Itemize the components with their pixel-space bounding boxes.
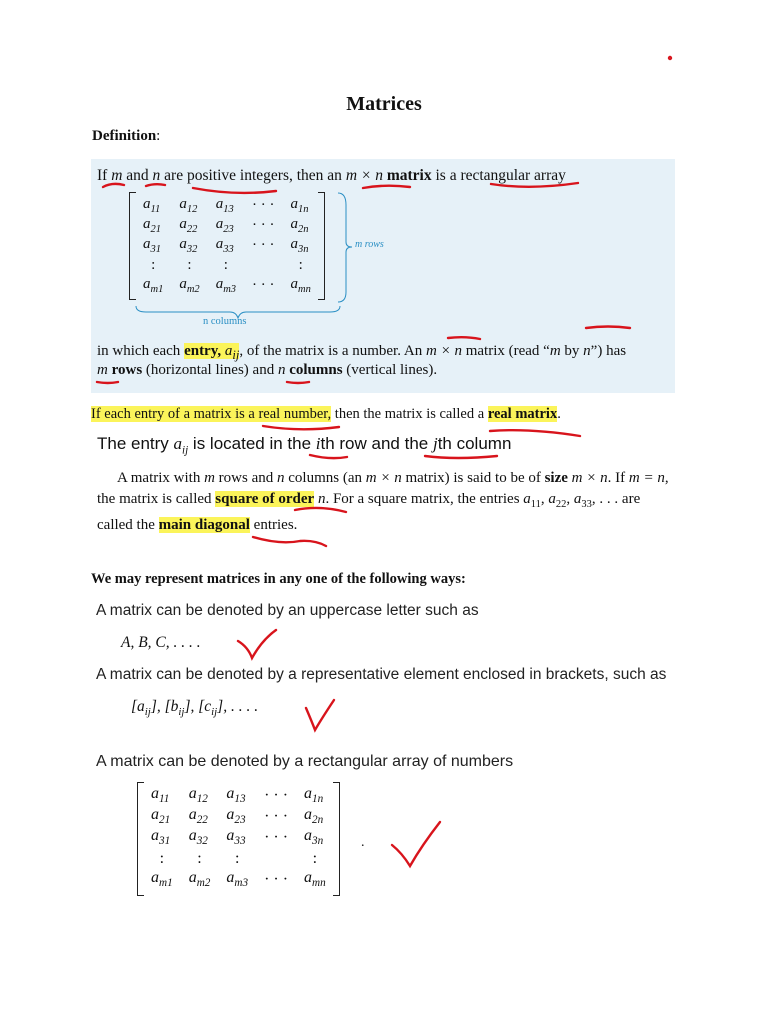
para-text: rows and <box>214 470 277 486</box>
matrix-cell: $a_{31}$ <box>151 827 171 848</box>
def-text: ”) has <box>590 343 627 359</box>
para-text: entries. <box>249 517 298 533</box>
matrix-row <box>135 235 319 255</box>
matrix-cell: $a_{22}$ <box>179 215 198 235</box>
matrix-cell: $a_{m3}$ <box>215 275 237 295</box>
matrix-cell: $a_{33}$ <box>215 235 234 255</box>
matrix-cell: $a_{23}$ <box>226 806 246 827</box>
def-text: is a rectangular array <box>431 167 566 184</box>
main-diagonal-term: main diagonal <box>158 517 250 533</box>
def-matrix-term: matrix <box>382 167 432 184</box>
way-2-text: A matrix can be denoted by a representative element enclosed in brackets, such as <box>96 666 667 683</box>
matrix-period: . <box>361 835 365 850</box>
def-var-n: n <box>152 167 161 184</box>
matrix-cell: : <box>187 256 192 273</box>
entry-text: is located in the <box>188 434 316 453</box>
real-matrix-line <box>91 406 561 423</box>
para-var: n <box>317 491 326 507</box>
matrix-cell: $a_{m2}$ <box>188 869 211 890</box>
real-number-highlight: If each entry of a matrix is a real number, <box>91 406 332 422</box>
checkmark-2 <box>306 700 334 730</box>
checkmark-3 <box>392 822 440 866</box>
way-1-example: A, B, C, . . . . <box>121 634 201 651</box>
way-3-text: A matrix can be denoted by a rectangular array of numbers <box>96 753 514 770</box>
matrix-row <box>135 215 319 235</box>
def-text: and <box>122 167 153 184</box>
matrix-cell: $a_{21}$ <box>151 806 171 827</box>
entry-text: th column <box>437 434 512 453</box>
def-mxn: m × n <box>345 167 383 184</box>
def-text: matrix (read “ <box>461 343 550 359</box>
square-of-order-term: square of order <box>215 491 315 507</box>
matrix-cell: · · · <box>252 196 275 213</box>
matrix-cell: · · · <box>252 236 275 253</box>
matrix-row <box>143 806 334 827</box>
matrix-row <box>135 255 319 275</box>
matrix-row <box>135 195 319 215</box>
matrix-table <box>143 785 334 890</box>
matrix-cell: $a_{mn}$ <box>304 869 326 890</box>
matrix-row <box>143 827 334 848</box>
matrix-cell: $a_{m1}$ <box>151 869 173 890</box>
matrix-cell: $a_{33}$ <box>226 827 246 848</box>
definition-colon: : <box>156 128 161 144</box>
def-text: by <box>560 343 584 359</box>
way-1-text: A matrix can be denoted by an uppercase letter such as <box>96 602 479 619</box>
entry-location-line <box>97 434 511 456</box>
matrix-bottom <box>143 785 334 890</box>
para-var: n <box>277 470 285 486</box>
matrix-cell: $a_{m1}$ <box>143 275 164 295</box>
entry-j: j <box>432 434 438 453</box>
red-dot <box>669 57 671 59</box>
matrix-cell <box>244 255 283 275</box>
matrix-cell: $a_{31}$ <box>143 235 161 255</box>
para-text: . If <box>607 470 629 486</box>
def-var-m: m <box>111 167 123 184</box>
page-title: Matrices <box>346 93 422 115</box>
matrix-cell: · · · <box>264 828 289 846</box>
real-text: . <box>557 406 561 422</box>
matrix-cell: $a_{3n}$ <box>290 235 309 255</box>
def-var-n: n <box>583 343 591 359</box>
underline-real-number <box>263 426 339 429</box>
matrix-cell: : <box>223 256 228 273</box>
matrix-cell: $a_{23}$ <box>215 215 234 235</box>
entry-term: entry, <box>184 343 225 359</box>
matrix-cell: $a_{3n}$ <box>304 827 324 848</box>
para-var: m <box>204 470 215 486</box>
matrix-row <box>143 848 334 869</box>
para-text: . For a square matrix, the entries $a_{11}$, $a_{22}$, $a_{33}$, . . . are called the <box>97 491 641 533</box>
matrix-cell: $a_{12}$ <box>188 785 208 806</box>
columns-term: columns <box>285 362 343 378</box>
matrix-cell: $a_{22}$ <box>188 806 208 827</box>
matrix-top <box>135 195 319 295</box>
matrix-cell: $a_{1n}$ <box>290 195 309 215</box>
def-var-m: m <box>549 343 561 359</box>
para-var: m × n <box>365 470 402 486</box>
def-text: If <box>97 167 112 184</box>
matrix-cell: : <box>151 256 156 273</box>
n-columns-label: n columns <box>203 316 247 327</box>
matrix-cell: $a_{13}$ <box>226 785 246 806</box>
definition-label-text: Definition <box>92 128 157 144</box>
def-var-m: m <box>97 362 108 378</box>
para-text: A matrix with <box>117 470 205 486</box>
definition-label <box>92 128 160 145</box>
matrix-table <box>135 195 319 295</box>
left-bracket <box>137 782 144 896</box>
matrix-cell: : <box>312 849 318 867</box>
para-text: columns (an <box>284 470 366 486</box>
represent-heading: We may represent matrices in any one of the following ways: <box>91 571 466 587</box>
matrix-cell: $a_{11}$ <box>143 195 161 215</box>
underline-main-diagonal <box>253 537 326 546</box>
matrix-cell <box>256 848 296 869</box>
definition-line-3 <box>97 362 437 379</box>
matrix-cell: : <box>298 256 303 273</box>
matrix-cell: $a_{21}$ <box>143 215 161 235</box>
m-rows-label: m rows <box>355 239 384 250</box>
matrix-cell: $a_{13}$ <box>215 195 234 215</box>
matrix-cell: $a_{11}$ <box>151 785 170 806</box>
def-text: in which each <box>97 343 185 359</box>
def-text: (vertical lines). <box>342 362 438 378</box>
real-text: then the matrix is called a <box>331 406 488 422</box>
matrix-cell: $a_{m3}$ <box>226 869 249 890</box>
matrix-cell: $a_{m2}$ <box>179 275 200 295</box>
entry-text: th row and the <box>320 434 433 453</box>
matrix-row <box>143 869 334 890</box>
matrix-row <box>143 785 334 806</box>
size-paragraph <box>97 468 677 536</box>
size-term: size <box>544 470 568 486</box>
entry-text: The entry <box>97 434 174 453</box>
matrix-cell: · · · <box>264 807 289 825</box>
definition-line-1 <box>97 167 566 185</box>
checkmark-1 <box>238 630 276 658</box>
left-bracket <box>129 192 136 300</box>
para-text: matrix) is said to be of <box>401 470 545 486</box>
matrix-cell: $a_{32}$ <box>188 827 208 848</box>
para-var: m × n <box>571 470 608 486</box>
definition-line-2 <box>97 343 626 363</box>
matrix-cell: · · · <box>252 276 275 293</box>
para-var: m = n <box>628 470 665 486</box>
definition-box <box>91 159 675 393</box>
way-2-example: $[a_{ij}]$, $[b_{ij}]$, $[c_{ij}]$, . . . . <box>131 698 259 719</box>
matrix-cell: $a_{1n}$ <box>304 785 324 806</box>
matrix-cell: $a_{12}$ <box>179 195 198 215</box>
matrix-cell: $a_{2n}$ <box>290 215 309 235</box>
matrix-cell: · · · <box>264 786 289 804</box>
para-text: , the matrix is called <box>97 470 669 507</box>
matrix-cell: $a_{mn}$ <box>290 275 311 295</box>
def-text: (horizontal lines) and <box>142 362 278 378</box>
entry-aij: $a_{ij}$ <box>173 434 189 457</box>
matrix-cell: : <box>234 849 240 867</box>
def-var-n: n <box>277 362 286 378</box>
right-bracket <box>333 782 340 896</box>
matrix-cell: $a_{32}$ <box>179 235 198 255</box>
rows-term: rows <box>107 362 143 378</box>
right-bracket <box>318 192 325 300</box>
matrix-cell: $a_{2n}$ <box>304 806 324 827</box>
def-text: , of the matrix is a number. An <box>239 343 426 359</box>
matrix-cell: : <box>197 849 202 867</box>
matrix-cell: · · · <box>264 870 289 888</box>
entry-aij: $a_{ij}$ <box>224 343 240 362</box>
matrix-cell: · · · <box>252 216 275 233</box>
entry-i: i <box>315 434 321 453</box>
matrix-cell: : <box>159 849 165 867</box>
real-matrix-term: real matrix <box>487 406 558 422</box>
def-mxn: m × n <box>425 343 462 359</box>
matrix-row <box>135 275 319 295</box>
def-text: are positive integers, then an <box>160 167 346 184</box>
